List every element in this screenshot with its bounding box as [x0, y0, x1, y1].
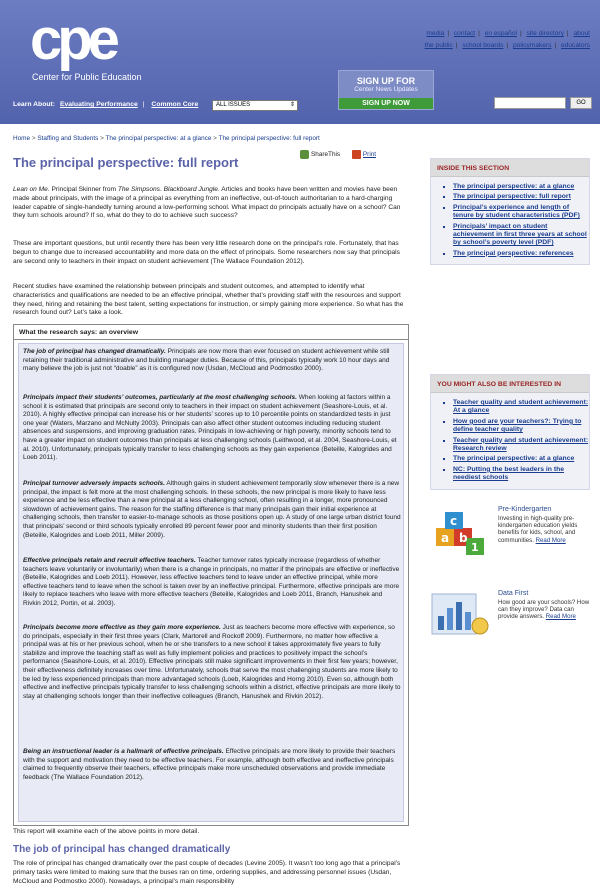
also-interested-list: [431, 399, 589, 483]
share-tools: [300, 150, 376, 159]
learn-link-common-core[interactable]: Common Core: [151, 101, 199, 108]
logo-wordmark: cpe: [30, 7, 115, 72]
page-title: The principal perspective: full report: [13, 155, 239, 170]
top-links: media | contact | en español | site directory | about the public | school boards | policymakers | educators: [424, 30, 590, 49]
svg-text:a: a: [441, 531, 450, 545]
signup-banner[interactable]: [338, 70, 434, 110]
research-item-2: Principals impact their students’ outcomes, particularly at the most challenging schools. When looking at factors within a school it is estimated that principals are second only to teachers in their impact on student achievement (Seashore-Louis, et al. 2010). A highly effective principal can increase his or her students’ scores up to 10 percentile points on standardized tests in just one year (Waters, Marzano and McNulty 2003). Principals can also affect other student outcomes including reducing student absences and suspensions, and improving graduation rates. Principals in low-achieving or high poverty, minority schools tend to have a greater impact on student outcomes than principals at less challenging schools (Leithwood, et al. 2004, Seashore-Louis, et al. 2010). Unfortunately, principals typically transfer to less challenging schools as they gain experience (Beteille, Kalogrides and Loeb 2011).: [23, 394, 397, 462]
research-item-5: Principals become more effective as they gain more experience. Just as teachers become more effective with experience, so do principals, especially in their first three years (Clark, Martorell and Rockoff 2009). Furthermore, no matter how effective a principal was at his or her previous school, when he or she transfers to a new school it takes approximately five years to fully stabilize and improve the teaching staff as well as fully implement policies and practices to positively impact the school’s performance (Seashore-Louis, et al. 2010). Effective principals still make significant improvements in their first few years; however, their effectiveness definitely increases over time. Unfortunately, schools that serve the most challenging students are more likely to be led by less experienced principals than more advantaged schools (Loeb, Kalogrides and Horng 2010). Even so, although both effective and ineffective principals typically transfer to less challenging schools within a district, effective principals are more likely to stay at challenging schools longer than their ineffective colleagues (Branch, Hanushek and Rivkin 2012).: [23, 624, 401, 700]
svg-text:1: 1: [471, 541, 479, 554]
read-more-link[interactable]: Read More: [535, 536, 566, 544]
abc-blocks-icon[interactable]: [430, 506, 492, 560]
section-title: The job of principal has changed dramatically: [13, 844, 231, 855]
inside-link[interactable]: Principals’ impact on student achievement in first three years at school by school’s poverty level (PDF): [453, 222, 587, 247]
list-item: [453, 466, 589, 483]
top-link-about[interactable]: about: [573, 30, 590, 37]
signup-subheading: Center News Updates: [354, 86, 418, 93]
list-item: [453, 183, 589, 191]
top-link-espanol[interactable]: en español: [484, 30, 517, 37]
logo-subtitle: Center for Public Education: [32, 72, 142, 82]
list-item: [453, 204, 589, 221]
research-item-6: Being an instructional leader is a hallmark of effective principals. Effective principals are more likely to provide their teachers with the support and motivation they need to be effective teachers. For example, although both effective and ineffective principals claimed to frequently observe their teachers, effective principals make more unscheduled observations and provide immediate feedback (The Wallace Foundation 2012).: [23, 748, 396, 781]
share-link[interactable]: ShareThis: [311, 151, 341, 158]
list-item: [453, 418, 589, 435]
inside-link[interactable]: The principal perspective: references: [453, 249, 574, 257]
chevron-updown-icon: ⇕: [289, 102, 295, 108]
inside-section-list: [431, 183, 589, 258]
intro-paragraph-2: These are important questions, but until recently there has been very little research done on the principal’s role. Fortunately, that has begun to change due to increased accountability and more data on the effect of principals. Some researchers now say that principals are second only to teachers in their impact on student achievement (The Wallace Foundation 2012).: [13, 240, 400, 265]
research-box-body: [18, 343, 404, 822]
report-intro-line: This report will examine each of the above points in more detail.: [13, 828, 200, 835]
breadcrumb-staffing[interactable]: Staffing and Students: [37, 135, 99, 142]
top-link-site-directory[interactable]: site directory: [526, 30, 564, 37]
inside-section-title: INSIDE THIS SECTION: [431, 159, 589, 177]
research-item-1: The job of principal has changed dramatically. Principals are now more than ever focused on student achievement while still retaining their traditional administrative and building manager duties. Because of this, principals typically work 10 hour days and many believe the job is just not “doable” as it is configured now (Usdan, McCloud and Podmostko 2000).: [23, 348, 390, 373]
list-item: [453, 223, 589, 248]
signup-button[interactable]: SIGN UP NOW: [339, 98, 433, 109]
print-icon[interactable]: [352, 150, 361, 159]
research-item-4: Effective principals retain and recruit effective teachers. Teacher turnover rates typically increase (regardless of whether teachers leave voluntarily or involuntarily) when there is a change in principals, no matter if the principals are effective or ineffective (Beteille, Kalogrides and Loeb 2011). However, less effective teachers tend to leave under an effective principal, while more effective teachers tend to leave when the school is taken over by an ineffective principal. Furthermore, effective principals are more likely to replace teachers who leave with more effective teachers (Beteille, Kalogrides and Loeb 2011, Branch, Hanushek and Rivkin 2012, Portin, et al. 2003).: [23, 557, 400, 607]
promo-pre-kindergarten: [430, 506, 590, 566]
inside-link[interactable]: The principal perspective: full report: [453, 193, 571, 201]
data-chart-icon[interactable]: [430, 590, 492, 644]
svg-text:b: b: [459, 531, 468, 545]
breadcrumb-home[interactable]: Home: [13, 135, 31, 142]
top-link-school-boards[interactable]: school boards: [462, 42, 504, 49]
list-item: [453, 193, 589, 201]
also-link[interactable]: NC: Putting the best leaders in the neediest schools: [453, 465, 565, 482]
top-link-public[interactable]: the public: [424, 42, 453, 49]
list-item: [453, 399, 589, 416]
top-link-policymakers[interactable]: policymakers: [512, 42, 552, 49]
cpe-logo[interactable]: [30, 7, 142, 84]
intro-paragraph-1: Lean on Me. Principal Skinner from The Simpsons. Blackboard Jungle. Articles and books have been written and movies have been made about principals, with the image of a principal as everything from an ineffective, out-of-touch authoritarian to a hard-charging leader capable of single-handedly turning around a low-performing school. What impact do principals actually have on a school? Can they turn schools around? If so, what do they to do to achieve such success?: [13, 186, 401, 220]
list-item: [453, 455, 589, 463]
promo-data-first: [430, 590, 590, 650]
learn-about-label: Learn About:: [13, 101, 56, 108]
promo-title[interactable]: Pre-Kindergarten: [498, 506, 552, 513]
top-link-contact[interactable]: contact: [453, 30, 476, 37]
read-more-link[interactable]: Read More: [545, 613, 576, 621]
list-item: [453, 250, 589, 258]
research-box-title: What the research says: an overview: [14, 325, 408, 340]
promo-title[interactable]: Data First: [498, 590, 529, 597]
share-icon[interactable]: [300, 150, 309, 159]
intro-paragraph-3: Recent studies have examined the relationship between principals and student outcomes, and attempted to identify what characteristics and qualifications are needed to be an effective principal, whether that’s providing staff with the resources and support they need, hiring and retaining the best talent, setting expectations for instruction, or simply gaining more experience. So what has the research found out? Let’s take a look.: [13, 283, 404, 317]
learn-link-evaluating[interactable]: Evaluating Performance: [59, 101, 138, 108]
also-link[interactable]: Teacher quality and student achievement: Research review: [453, 436, 589, 453]
search-input[interactable]: [494, 97, 566, 109]
research-item-3: Principal turnover adversely impacts schools. Although gains in student achievement temporarily slow whenever there is a new principal, the impact is felt more at the most challenging schools. In these schools, the new principal is more likely to have less experience and be less effective than a new principal at a less challenging school, often resulting in a longer, more pronounced slowdown of achievement gains. The reason for the staffing difference is that many principals gain their initial experience at challenging schools, then transfer to easier-to-manage schools as those positions open up. A study of one large urban district found that principals’ second or third schools typically enrolled 89 percent fewer poor and minority students than their first position (Beteille, Kalogrides and Loeb 2011, Miller 2009).: [23, 480, 401, 539]
top-link-media[interactable]: media: [426, 30, 445, 37]
also-interested-title: YOU MIGHT ALSO BE INTERESTED IN: [431, 375, 589, 393]
breadcrumb-at-a-glance[interactable]: The principal perspective: at a glance: [105, 135, 212, 142]
inside-link[interactable]: Principal’s experience and length of tenure by student characteristics (PDF): [453, 203, 580, 220]
site-header: [0, 0, 600, 124]
svg-text:c: c: [450, 514, 458, 528]
inside-link[interactable]: The principal perspective: at a glance: [453, 183, 575, 190]
signup-heading: SIGN UP FOR: [356, 76, 416, 86]
breadcrumb: Home > Staffing and Students > The principal perspective: at a glance > The principal perspective: full report: [13, 135, 320, 142]
issues-select-value: ALL ISSUES: [216, 102, 251, 108]
top-link-educators[interactable]: educators: [561, 42, 590, 49]
section-paragraph: The role of principal has changed dramatically over the past couple of decades (Levine 2005). It wasn’t too long ago that a principal’s primary tasks were limited to making sure that the buses ran on time, ordering supplies, and addressing personnel issues (Usdan, McCloud and Podmostko 2000). Nowadays, a principal’s main responsibility: [13, 860, 401, 885]
promo-text: How good are your schools? How can they improve? Data can provide answers. Read More: [498, 599, 590, 621]
learn-about-bar: Learn About: Evaluating Performance | Common Core: [13, 101, 199, 108]
also-link[interactable]: Teacher quality and student achievement: At a glance: [453, 399, 589, 415]
go-button[interactable]: GO: [570, 97, 592, 109]
print-link[interactable]: Print: [362, 151, 377, 158]
promo-text: Investing in high-quality pre-kindergarten education yields benefits for kids, school, and communities. Read More: [498, 515, 578, 544]
research-overview-box: [13, 324, 409, 826]
also-link[interactable]: The principal perspective: at a glance: [453, 455, 575, 463]
inside-section-panel: [430, 158, 590, 265]
list-item: [453, 437, 589, 454]
issues-select[interactable]: [212, 100, 298, 111]
also-link[interactable]: How good are your teachers?: Trying to define teacher quality: [453, 417, 582, 434]
breadcrumb-full-report[interactable]: The principal perspective: full report: [218, 135, 320, 142]
also-interested-panel: [430, 374, 590, 490]
